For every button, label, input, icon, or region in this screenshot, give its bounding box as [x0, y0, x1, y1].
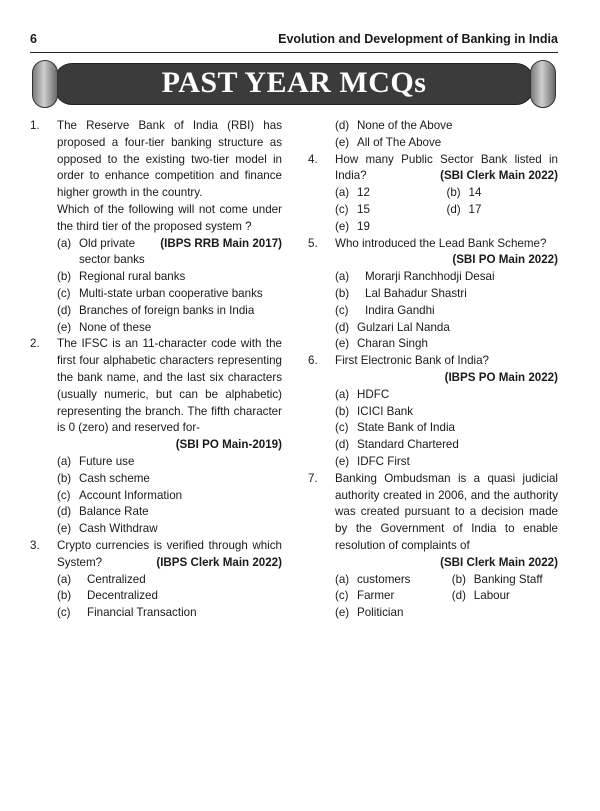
option [335, 320, 558, 337]
exam-source: (SBI PO Main-2019) [175, 438, 282, 452]
option-text: Banking Staff [473, 572, 543, 586]
question-5 [308, 236, 558, 354]
option [335, 588, 452, 605]
option-letter: (a) [335, 572, 350, 586]
option-text: Multi-state urban cooperative banks [79, 286, 263, 300]
option [335, 219, 447, 236]
option [335, 303, 558, 320]
option-text: Charan Singh [357, 337, 428, 351]
option-letter: (e) [57, 320, 72, 334]
option-text: Morarji Ranchhodji Desai [365, 270, 495, 284]
option-text: Farmer [357, 589, 395, 603]
option-text: HDFC [357, 387, 390, 401]
option [335, 437, 558, 454]
option-letter: (b) [335, 286, 350, 300]
option-letter: (d) [451, 589, 466, 603]
exam-source: (IBPS RRB Main 2017) [160, 236, 282, 250]
option-text: Indira Gandhi [365, 303, 435, 317]
option [57, 605, 282, 622]
option-letter: (a) [335, 186, 350, 200]
question-number: 7. [308, 471, 318, 485]
option-text: None of these [79, 320, 152, 334]
option-text: 15 [357, 202, 370, 216]
option [335, 269, 558, 286]
question-7 [308, 471, 558, 622]
option-letter: (e) [57, 522, 72, 536]
exam-source: (IBPS Clerk Main 2022) [156, 555, 282, 569]
option-text: Branches of foreign banks in India [79, 303, 255, 317]
option [335, 420, 558, 437]
option-letter: (d) [57, 303, 72, 317]
option [57, 488, 282, 505]
option-letter: (d) [446, 202, 461, 216]
option-text: 14 [468, 186, 482, 200]
question-1 [30, 118, 282, 336]
option-grid [335, 572, 558, 622]
question-number: 3. [30, 538, 40, 552]
option-text: 19 [357, 219, 370, 233]
question-2 [30, 336, 282, 538]
option [57, 286, 282, 303]
option [335, 286, 558, 303]
option [335, 202, 447, 219]
option-letter: (e) [335, 337, 350, 351]
question-stem-text: How many Public Sector Bank listed in India? [335, 152, 558, 183]
option-text: Balance Rate [79, 505, 149, 519]
option [452, 588, 558, 605]
option-letter: (a) [57, 454, 72, 468]
right-column [308, 118, 558, 622]
option-text: Account Information [79, 488, 183, 502]
option-letter: (c) [335, 421, 349, 435]
question-4 [308, 152, 558, 236]
option-text: All of The Above [357, 135, 442, 149]
question-stem: The IFSC is an 11-character code with the first four alphabetic characters representing the bank name, and the last six characters (usually numeric, but can be alphabetic) representing the branch. The fifth character is 0 (zero) and reserved for- [57, 337, 282, 435]
option [57, 504, 282, 521]
option-text: Standard Chartered [357, 438, 459, 452]
option-letter: (d) [335, 320, 350, 334]
option-text: None of the Above [357, 119, 453, 132]
option [57, 454, 282, 471]
option-letter: (c) [335, 589, 349, 603]
option-letter: (d) [335, 438, 350, 452]
running-header [30, 30, 558, 50]
option-text: Politician [357, 606, 404, 620]
option-text: Old private sector banks [79, 236, 145, 267]
option-letter: (c) [335, 303, 349, 317]
option-letter: (b) [451, 572, 466, 586]
option [57, 303, 282, 320]
option-letter: (a) [57, 236, 72, 250]
option [57, 572, 282, 589]
option-text: ICICI Bank [357, 404, 414, 418]
question-number: 5. [308, 236, 318, 250]
banner-title: PAST YEAR MCQs [161, 66, 427, 99]
option [447, 185, 559, 202]
option [447, 202, 559, 219]
option-text: Centralized [87, 572, 146, 586]
option-grid [335, 185, 558, 235]
option [57, 236, 282, 270]
option-text: Cash scheme [79, 471, 150, 485]
option-letter: (b) [446, 186, 461, 200]
option-text: 17 [468, 202, 482, 216]
option-letter: (d) [335, 119, 350, 132]
option [57, 588, 282, 605]
question-stem [57, 538, 282, 572]
question-number: 4. [308, 152, 318, 166]
question-stem-text: Crypto currencies is verified through which System? [57, 538, 282, 569]
option-letter: (d) [57, 505, 72, 519]
option [335, 185, 447, 202]
option-text: customers [357, 572, 411, 586]
option-letter: (c) [57, 606, 71, 620]
option [57, 471, 282, 488]
option [335, 336, 558, 353]
option [335, 454, 558, 471]
option-letter: (b) [57, 589, 72, 603]
exam-source: (SBI Clerk Main 2022) [440, 169, 558, 183]
question-number: 2. [30, 337, 40, 351]
exam-source: (SBI Clerk Main 2022) [440, 555, 558, 569]
option [57, 521, 282, 538]
option [335, 387, 558, 404]
option-text: State Bank of India [357, 421, 455, 435]
question-stem: Banking Ombudsman is a quasi judicial authority created in 2006, and the authority was created pursuant to a decision made by the Government of India to enable resolution of complaints of [335, 471, 558, 552]
question-6 [308, 353, 558, 471]
running-title: Evolution and Development of Banking in India [278, 32, 558, 46]
question-stem-text: Which of the following will not come under the third tier of the proposed system ? [57, 202, 282, 233]
option-letter: (a) [335, 387, 350, 401]
option [452, 572, 558, 589]
option-letter: (b) [335, 404, 350, 418]
option-letter: (a) [335, 270, 350, 284]
question-stem-continued [57, 202, 282, 250]
option-letter: (b) [57, 471, 72, 485]
option-letter: (a) [57, 572, 72, 586]
option [57, 320, 282, 337]
option-letter: (e) [335, 219, 350, 233]
option-text: Future use [79, 454, 135, 468]
option-text: Cash Withdraw [79, 522, 158, 536]
option [335, 118, 558, 135]
option [335, 404, 558, 421]
question-3-continued [308, 118, 558, 152]
option-text: IDFC First [357, 454, 410, 468]
option-letter: (b) [57, 270, 72, 284]
option-text: Labour [473, 589, 510, 603]
option-letter: (e) [335, 454, 350, 468]
question-stem: First Electronic Bank of India? [335, 354, 490, 368]
option-letter: (e) [335, 606, 350, 620]
option-letter: (e) [335, 135, 350, 149]
option-text: Gulzari Lal Nanda [357, 320, 450, 334]
header-divider [30, 52, 558, 53]
option-letter: (c) [335, 202, 349, 216]
page-number: 6 [30, 32, 37, 46]
option [335, 572, 452, 589]
option-text: Decentralized [87, 589, 158, 603]
option [335, 135, 558, 152]
option-text: Lal Bahadur Shastri [365, 286, 467, 300]
question-stem [335, 152, 558, 186]
option-letter: (c) [57, 286, 71, 300]
exam-source: (IBPS PO Main 2022) [444, 370, 558, 384]
option-text: Regional rural banks [79, 270, 186, 284]
exam-source: (SBI PO Main 2022) [452, 253, 558, 267]
question-stem: Who introduced the Lead Bank Scheme? [335, 236, 547, 250]
question-number: 6. [308, 354, 318, 368]
option [57, 269, 282, 286]
question-stem: The Reserve Bank of India (RBI) has proposed a four-tier banking structure as opposed to the existing two-tier model in order to enhance competition and finance higher growth in the country. [57, 119, 282, 200]
question-3 [30, 538, 282, 622]
section-banner [32, 60, 556, 108]
option-text: 12 [357, 186, 370, 200]
option-letter: (c) [57, 488, 71, 502]
left-column [30, 118, 282, 622]
question-number: 1. [30, 119, 40, 132]
option [335, 605, 452, 622]
option-text: Financial Transaction [87, 606, 197, 620]
